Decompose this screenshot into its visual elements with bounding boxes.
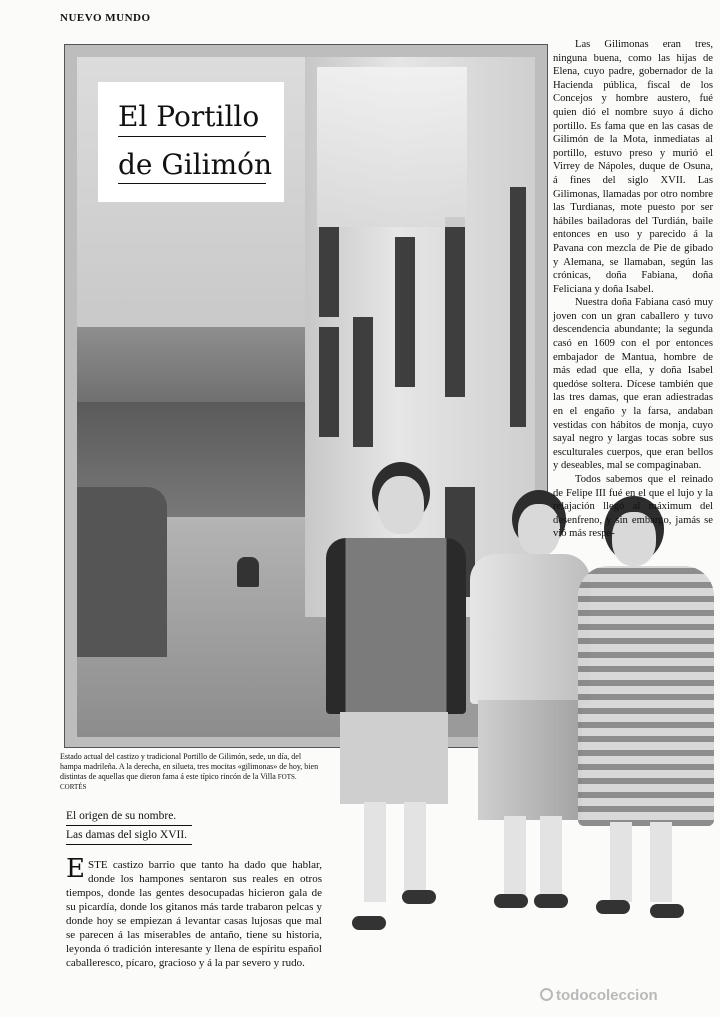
caption-text: Estado actual del castizo y tradicional Portillo de Gilimón, sede, un día, del hampa madrileña. A la derecha, en silueta, tres mocitas «gilimonas» de hoy, bien distintas de aquellas que dieron fama á este típico rincón de la Villa [60,752,319,781]
subheading-rule [66,825,192,826]
body-text: STE castizo barrio que tanto ha dado que hablar, donde los hampones sentaron sus reales en otros tiempos, donde las gentes desocupadas hicieron gala de su picardía, donde los gitanos más tarde trabaron pelcas y donde hoy se empiezan á levantar casas lujosas que mal se parecen á las miserables de antaño, tiene su historia, leyonda ó tradición interesante y llena de espíritu español caballeresco, pícaro, gracioso y á la par severo y rudo. [66,859,322,969]
woman-skirt [340,712,448,804]
watermark-logo-icon [540,988,553,1001]
woman-shoe [402,890,436,904]
building-window [395,237,415,387]
woman-checked-dress [578,566,714,826]
right-paragraph: Nuestra doña Fabiana casó muy joven con un gran caballero y tuvo descendencia abundante; la segunda casó en 1609 con el por entonces embajador de Mantua, hombre de más edad que ella, y doña Isabel quedóse soltera. Dícese también que las tres damas, que eran adiestradas en el engaño y la farsa, andaban vestidas con hábitos de monja, cuyo sayal negro y largas tocas sobre sus esculturales cuerpos, que eran bellos y deseables, mal se compaginaban. [553,297,713,472]
photo-seated-figure [237,557,259,587]
photo-carts [77,487,167,657]
building-window [445,217,465,397]
photo-hills [77,327,317,407]
woman-middle [468,490,593,930]
subheading-origin: El origen de su nombre. [66,810,177,822]
title-panel [98,82,284,202]
woman-left [316,462,476,947]
running-title: NUEVO MUNDO [60,12,151,24]
woman-right [578,496,716,936]
photo-credit: FOTS. CORTÉS [60,773,297,791]
drop-cap: E [66,854,85,884]
subheading-rule [66,844,192,845]
subheading-ladies: Las damas del siglo XVII. [66,829,188,841]
watermark-text: todocoleccion [556,987,658,1004]
woman-shoe [596,900,630,914]
woman-leg [540,816,562,896]
photo-caption [60,752,322,792]
woman-dress-top [326,538,466,714]
woman-leg [504,816,526,896]
woman-leg [404,802,426,902]
woman-skirt [478,700,582,820]
woman-face [378,476,424,534]
building-window [353,317,373,447]
body-paragraph [66,854,322,970]
article-title-line1: El Portillo [118,100,260,133]
photo-hanging-laundry [317,67,467,227]
watermark [540,987,658,1004]
article-body [66,854,322,970]
right-paragraph: Todos sabemos que el reinado de Felipe III fué en el que el lujo y la relajación llegó al máximum del desenfreno, y sin embargo, jamás se vió más respe- [553,474,713,540]
building-window [319,327,339,437]
article-title-line2: de Gilimón [118,148,273,181]
title-underline [118,183,266,184]
woman-leg [650,822,672,902]
woman-leg [364,802,386,902]
building-window [319,227,339,317]
woman-shoe [494,894,528,908]
woman-dress-top [470,554,590,704]
title-underline [118,136,266,137]
right-paragraph: Las Gilimonas eran tres, ninguna buena, como las hijas de Elena, cuyo padre, gobernador de la Hacienda pública, fiscal de los Concejos y hombre austero, fué quien dió el nombre suyo á dicho portillo. Es fama que en las casas de Gilimón de la Mota, inmediatas al portillo, estuvo preso y murió el Virrey de Nápoles, duque de Osuna, á fines del siglo XVII. Las Gilimonas, llamadas por otro nombre las Turdianas, mote puesto por ser hábiles bailadoras del Turdián, baile entonces en uso y parecido á la Pavana con mezcla de Pie de gibado y Alemana, se llamaban, según las crónicas, doña Fabiana, doña Feliciana y doña Isabel. [553,39,713,295]
building-window [510,187,526,427]
right-column [553,38,713,541]
woman-shoe [352,916,386,930]
woman-leg [610,822,632,902]
woman-shoe [650,904,684,918]
woman-shoe [534,894,568,908]
